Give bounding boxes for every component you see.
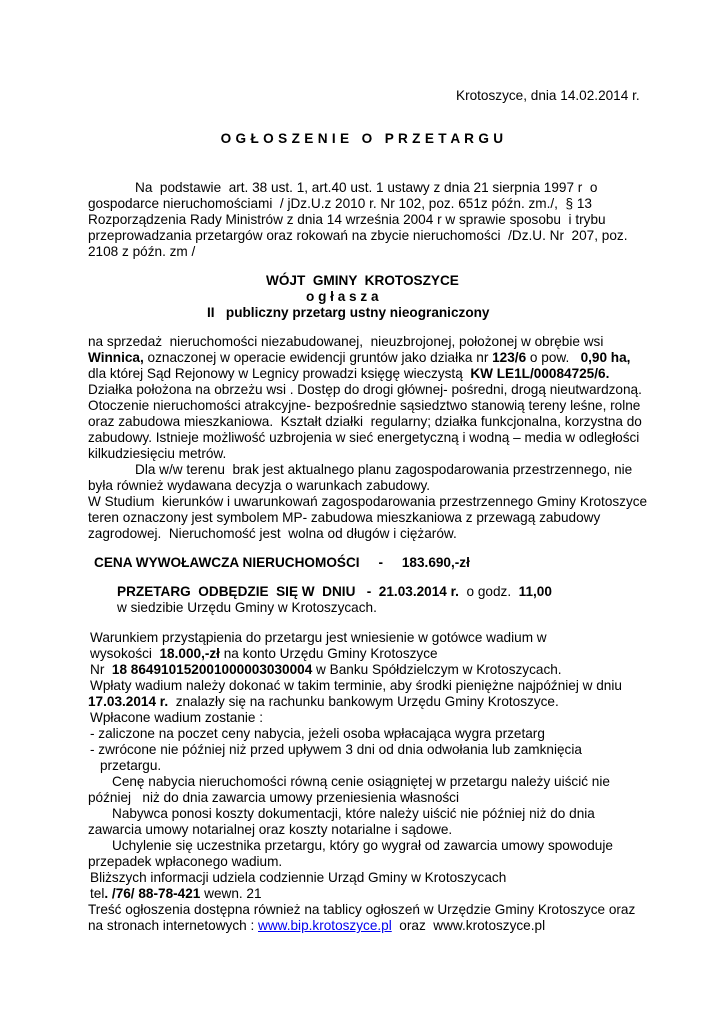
conditions-line-16: Bliższych informacji udziela codziennie Urząd Gminy w Krotoszycach <box>90 870 507 885</box>
conditions-line-7: - zaliczone na poczet ceny nabycia, jeżeli osoba wpłacająca wygra przetarg <box>90 726 545 741</box>
property-line-11: W Studium kierunków i uwarunkowań zagospodarowania przestrzennego Gminy Krotoszyce <box>88 494 648 509</box>
auction-hour: 11,00 <box>518 584 552 599</box>
conditions-line-3: Nr 18 864910152001000003030004 w Banku Spółdzielczym w Krotoszycach. <box>90 662 562 677</box>
conditions-line-2: wysokości 18.000,-zł na konto Urzędu Gminy Krotoszyce <box>90 646 438 661</box>
conditions-line-19: na stronach internetowych : www.bip.krotoszyce.pl oraz www.krotoszyce.pl <box>88 918 546 933</box>
conditions-line-5: 17.03.2014 r. znalazły się na rachunku bankowym Urzędu Gminy Krotoszyce. <box>88 694 559 709</box>
conditions-line-1: Warunkiem przystąpienia do przetargu jest wniesienie w gotówce wadium w <box>90 630 547 645</box>
document-title: O G Ł O S Z E N I E O P R Z E T A R G U <box>220 131 504 146</box>
bank-account-number: 18 86491015200100000303000 <box>111 662 305 677</box>
conditions-line-4: Wpłaty wadium należy dokonać w takim terminie, aby środki pieniężne najpóźniej w dniu <box>90 678 622 693</box>
conditions-line-8: - zwrócone nie później niż przed upływem 3 dni od dnia odwołania lub zamknięcia <box>90 742 582 757</box>
conditions-line-10: Cenę nabycia nieruchomości równą cenie osiągniętej w przetargu należy uiścić nie <box>112 774 610 789</box>
bip-website-link[interactable]: www.bip.krotoszyce.pl <box>258 918 392 933</box>
property-line-12: teren oznaczony jest symbolem MP- zabudowa mieszkaniowa z przewagą zabudowy <box>88 510 601 525</box>
property-line-1: na sprzedaż nieruchomości niezabudowanej, nieuzbrojonej, położonej w obrębie wsi <box>88 334 604 349</box>
property-line-10: była również wydawana decyzja o warunkach zabudowy. <box>88 478 431 493</box>
property-line-2: Winnica, oznaczonej w operacie ewidencji gruntów jako działka nr 123/6 o pow. 0,90 ha, <box>88 350 631 365</box>
auction-place: w siedzibie Urzędu Gminy w Krotoszycach. <box>117 600 377 615</box>
conditions-line-14: Uchylenie się uczestnika przetargu, który go wygrał od zawarcia umowy spowoduje <box>112 838 613 853</box>
place-date: Krotoszyce, dnia 14.02.2014 r. <box>456 88 640 103</box>
auction-date-line: PRZETARG ODBĘDZIE SIĘ W DNIU - 21.03.2014 r. o godz. 11,00 <box>117 584 552 599</box>
auction-date: PRZETARG ODBĘDZIE SIĘ W DNIU - 21.03.2014 r. <box>117 584 459 599</box>
legal-basis-line-4: przeprowadzania przetargów oraz rokowań na zbycie nieruchomości /Dz.U. Nr 207, poz. <box>88 228 628 243</box>
parcel-number: 123/6 <box>492 350 527 365</box>
announcer-title: WÓJT GMINY KROTOSZYCE <box>266 273 459 288</box>
parcel-area: 0,90 ha, <box>580 350 631 365</box>
starting-price: CENA WYWOŁAWCZA NIERUCHOMOŚCI - 183.690,-zł <box>94 555 470 570</box>
property-line-5: Otoczenie nieruchomości atrakcyjne- bezpośrednie sąsiedztwo stanowią tereny leśne, rolne <box>88 398 641 413</box>
property-line-3: dla której Sąd Rejonowy w Legnicy prowadzi księgę wieczystą KW LE1L/00084725/6. <box>88 366 610 381</box>
village-name: Winnica, <box>88 350 144 365</box>
legal-basis-line-5: 2108 z późn. zm / <box>88 244 196 259</box>
conditions-line-11: później niż do dnia zawarcia umowy przeniesienia własności <box>88 790 459 805</box>
deposit-amount: 18.000,-zł <box>159 646 220 661</box>
legal-basis-line-1: Na podstawie art. 38 ust. 1, art.40 ust. 1 ustawy z dnia 21 sierpnia 1997 r o <box>135 180 598 195</box>
deposit-deadline: 17.03.2014 r. <box>88 694 169 709</box>
announcer-verb: o g ł a s z a <box>306 289 379 304</box>
conditions-line-6: Wpłacone wadium zostanie : <box>90 710 264 725</box>
property-line-8: kilkudziesięciu metrów. <box>88 446 227 461</box>
conditions-line-18: Treść ogłoszenia dostępna również na tablicy ogłoszeń w Urzędzie Gminy Krotoszyce oraz <box>88 902 636 917</box>
conditions-line-13: zawarcia umowy notarialnej oraz koszty notarialne i sądowe. <box>88 822 453 837</box>
phone-number: . /76/ 88-78-421 <box>104 886 201 901</box>
property-line-13: zagrodowej. Nieruchomość jest wolna od długów i ciężarów. <box>88 526 457 541</box>
property-line-9: Dla w/w terenu brak jest aktualnego planu zagospodarowania przestrzennego, nie <box>135 462 633 477</box>
legal-basis-line-2: gospodarce nieruchomościami / jDz.U.z 2010 r. Nr 102, poz. 651z późn. zm./, § 13 <box>88 196 592 211</box>
property-line-7: zabudowy. Istnieje możliwość uzbrojenia w sieć energetyczną i wodną – media w odległości <box>88 430 640 445</box>
conditions-line-17: tel. /76/ 88-78-421 wewn. 21 <box>90 886 262 901</box>
land-register-number: KW LE1L/00084725/6. <box>470 366 610 381</box>
property-line-4: Działka położona na obrzeżu wsi . Dostęp do drogi głównej- pośredni, drogą nieutwardzoną. <box>88 382 642 397</box>
auction-type: II publiczny przetarg ustny nieograniczony <box>207 305 490 320</box>
conditions-line-15: przepadek wpłaconego wadium. <box>88 854 283 869</box>
conditions-line-12: Nabywca ponosi koszty dokumentacji, które należy uiścić nie później niż do dnia <box>112 806 595 821</box>
legal-basis-line-3: Rozporządzenia Rady Ministrów z dnia 14 września 2004 r w sprawie sposobu i trybu <box>88 212 606 227</box>
property-line-6: oraz zabudowa mieszkaniowa. Kształt działki regularny; działka funkcjonalna, korzystna do <box>88 414 642 429</box>
conditions-line-9: przetargu. <box>100 758 162 773</box>
